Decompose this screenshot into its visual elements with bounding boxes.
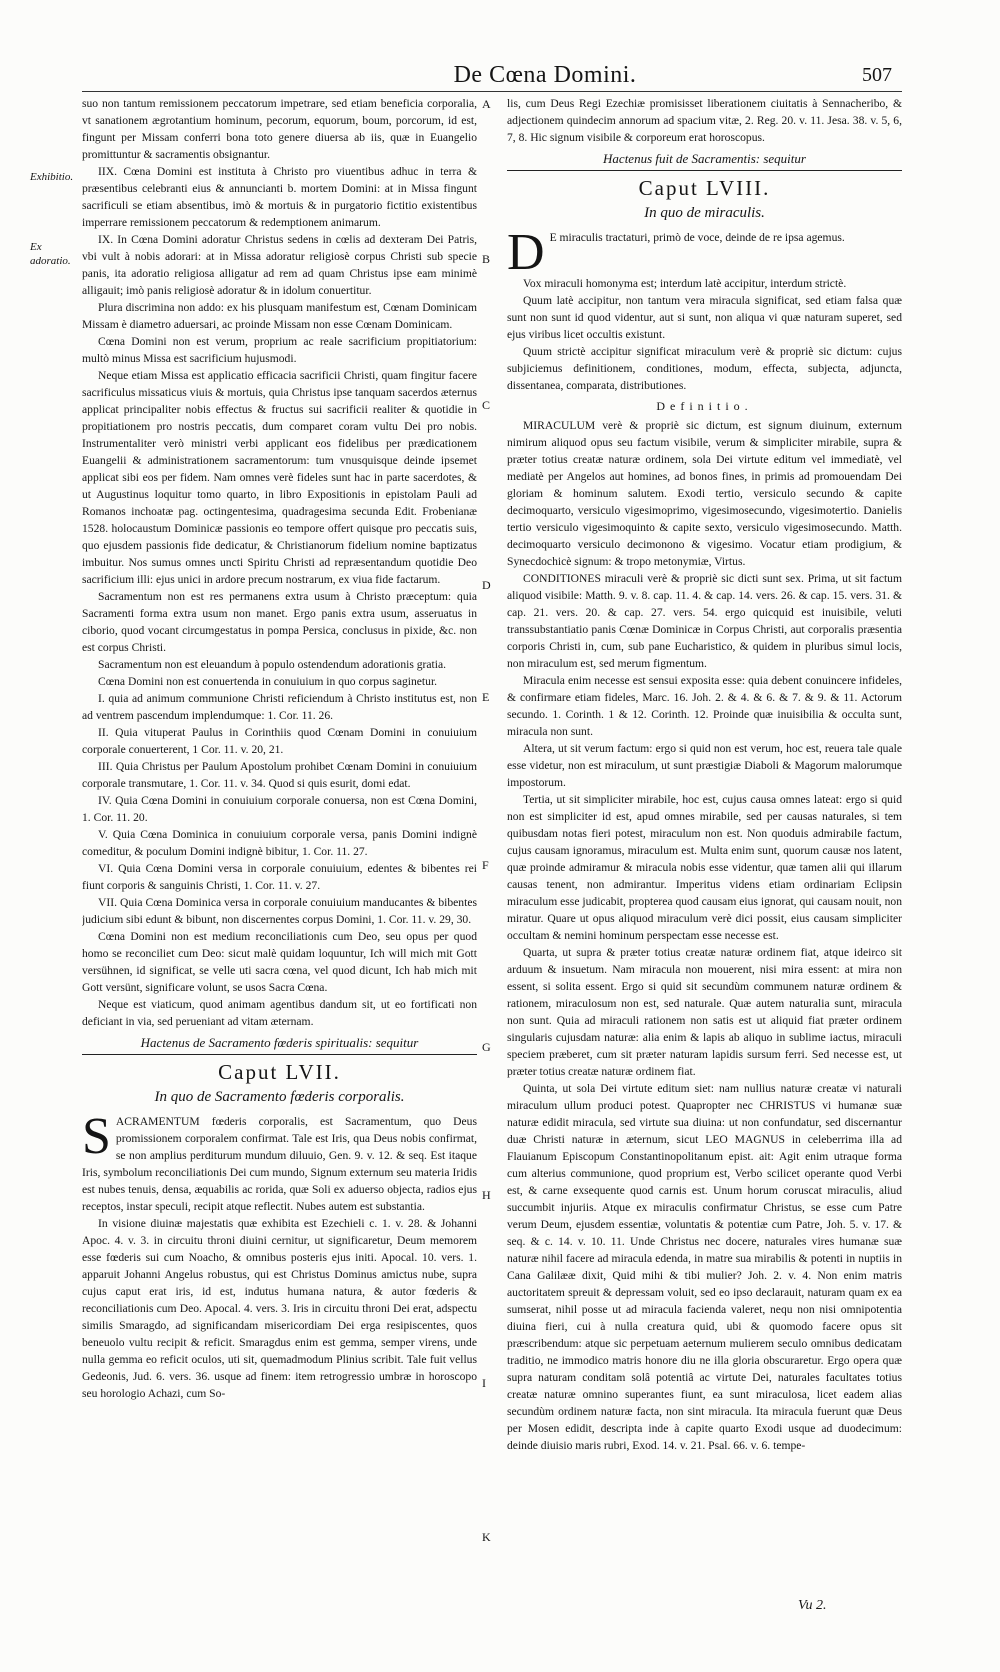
paragraph: VII. Quia Cœna Dominica versa in corporale conuiuium manducantes & bibentes judicium sibi edunt & bibunt, non discernentes corpus Domini, 1. Cor. 11. v. 29, 30. xyxy=(82,896,477,926)
paragraph: lis, cum Deus Regi Ezechiæ promisisset liberationem ciuitatis à Sennacheribo, & adjectionem quindecim annorum ad spacium vitæ, 2. Reg. 20. v. 11. Jesa. 38. v. 5, 6, 7, 8. Hic signum visibile & corporeum erat horoscopus. xyxy=(507,97,902,144)
margin-letter-e: E xyxy=(482,690,490,704)
signature-mark: Vu 2. xyxy=(798,1598,827,1613)
drop-cap: D xyxy=(507,224,545,281)
paragraph xyxy=(507,224,902,281)
paragraph: In visione diuinæ majestatis quæ exhibita est Ezechieli c. 1. v. 28. & Johanni Apoc. 4. v. 3. in circuitu throni diuini cernitur, ut significaretur, Deum memorem esse fœderis sui cum Noacho, & omnibus posteris ejus initi. Apocal. 10. vers. 1. apparuit Johanni Angelus robustus, qui est Christus Dominus amictus nube, supra cujus caput erat iris, id est, indutus humana natura, & autor fœderis & reconciliationis cum Deo. Apocal. 4. vers. 3. Iris in circuitu throni Dei erat, adspectu similis Smaragdo, ad significandam misericordiam Dei erga resipiscentes, quos beneuolo vultu recipit & reficit. Smaragdus enim est gemma, semper virens, unde nulla gemma eo reficit oculos, uti sit, quemadmodum Plinius scribit. Tale fuit vellus Gedeonis, Jud. 6. vers. 36. usque ad finem: item retrogressio umbræ in horoscopo seu horologio Achazi, cum So- xyxy=(82,1217,477,1400)
paragraph: Altera, ut sit verum factum: ergo si quid non est verum, hoc est, reuera tale quale esse videtur, non est miraculum, ut sunt præstigiæ Diaboli & Magorum malorumque impostorum. xyxy=(507,742,902,789)
paragraph: V. Quia Cœna Dominica in conuiuium corporale versa, panis Domini indignè comeditur, & poculum Domini indignè bibitur, 1. Cor. 11. 27. xyxy=(82,828,477,858)
margin-letter-c: C xyxy=(482,398,491,412)
paragraph: Cœna Domini non est verum, proprium ac reale sacrificium propitiatorium: multò minus Missa est sacrificium hujusmodi. xyxy=(82,335,477,365)
paragraph-text: E miraculis tractaturi, primò de voce, deinde de re ipsa agemus. xyxy=(549,231,845,244)
drop-cap: S xyxy=(82,1108,111,1165)
paragraph: Sacramentum non est res permanens extra usum à Christo præceptum: quia Sacramenti forma extra usum non manet. Ergo panis extra usum, asseruatus in ciborio, quod vocant circumgestatus in pompa Persica, conclusus in pixide, &c. non est corpus Christi. xyxy=(82,590,477,654)
header-rule xyxy=(82,91,902,92)
margin-letter-g: G xyxy=(482,1040,491,1054)
paragraph: II. Quia vituperat Paulus in Corinthiis quod Cœnam Domini in conuiuium corporale conuerterent, 1 Cor. 11. v. 20, 21. xyxy=(82,726,477,756)
paragraph: suo non tantum remissionem peccatorum impetrare, sed etiam beneficia corporalia, vt sanationem ægrotantium hominum, pecorum, equorum, boum, porcorum, id est, fingunt per Missam conferri bona toto genere diuersa ab iis, quæ in Euangelio promittuntur & sacramentis obsignantur. xyxy=(82,97,477,161)
section-transition: Hactenus de Sacramento fœderis spiritualis: sequitur xyxy=(140,1035,419,1050)
heading-rule xyxy=(82,1054,477,1055)
paragraph: Vox miraculi homonyma est; interdum latè accipitur, interdum strictè. xyxy=(523,277,847,290)
definitio-label: Definitio. xyxy=(656,399,753,413)
margin-letter-k: K xyxy=(482,1530,491,1544)
paragraph: Cœna Domini non est medium reconciliationis cum Deo, seu opus per quod homo se reconciliet cum Deo: sicut malè quidam loquuntur, Ich will mich mit Gott versühnen, id significat, se velle uti sacra cœna, vel quod dicunt, Ich hab mich mit Gott versünt, significare volunt, se usos Sacra Cœna. xyxy=(82,930,477,994)
margin-letter-a: A xyxy=(482,97,491,111)
margin-letter-h: H xyxy=(482,1188,491,1202)
chapter-subtitle: In quo de miraculis. xyxy=(644,205,765,221)
page-title: De Cœna Domini. xyxy=(453,62,637,88)
paragraph: Quarta, ut supra & præter totius creatæ naturæ ordinem fiat, atque ideirco sit arduum & insuetum. Nam miracula non mouerent, nisi mira essent: at mira non essent, si solita essent. Ergo si quid sit secundùm communem naturæ ordinem & rationem, miraculosum non est, sed naturale. Quæ autem naturalia sunt, miracula non sunt. Quia ad miraculi rationem non satis est ut aliquid fiat præter ordinem singularis cujusdam naturæ: alia enim & lapis ab aliquo in sublime iactus, miraculi speciem præberet, cum sit præter naturam lapidis sursum ferri. Sed necesse est, ut præter totius creatæ naturæ ordinem fiat. xyxy=(507,946,902,1078)
margin-note-adoratio: Ex adoratio. xyxy=(30,241,71,267)
paragraph: Quum latè accipitur, non tantum vera miracula significat, sed etiam falsa quæ sunt non sunt id quod videntur, aut si sunt, non aliqua vi quæ naturam superet, sed ejus viribus licet occultis existunt. xyxy=(507,294,902,341)
paragraph: VI. Quia Cœna Domini versa in corporale conuiuium, edentes & bibentes rei fiunt corporis & sanguinis Christi, 1. Cor. 11. v. 27. xyxy=(82,862,477,892)
paragraph: MIRACULUM verè & propriè sic dictum, est signum diuinum, externum nimirum aliquod opus seu factum visibile, verum & simpliciter mirabile, supra & præter totius creatæ naturæ ordinem, sola Dei virtute editum vel immediatè, vel mediatè per Angelos aut homines, ad bonos fines, in primis ad promouendam Dei gloriam & hominum salutem. Exodi tertio, versiculo secundo & capite decimoquarto, versiculo vigesimoprimo, vigesimosecundo, vigesimotertio. Danielis tertio versiculo vigesimoquinto & capite sexto, versiculo vigesimosecundo. Matth. decimoquarto versiculo decimonono & vigesimo. Vocatur etiam prodigium, & Synecdochicè signum: & tropo metonymiæ, Virtus. xyxy=(507,419,902,568)
paragraph: Plura discrimina non addo: ex his plusquam manifestum est, Cœnam Dominicam Missam è diametro aduersari, ac proinde Missam non esse Cœnam Dominicam. xyxy=(82,301,477,331)
paragraph: CONDITIONES miraculi verè & propriè sic dicti sunt sex. Prima, ut sit factum aliquod visibile: Matth. 9. v. 8. cap. 11. 4. & cap. 14. vers. 26. & cap. 15. vers. 31. & cap. 21. vers. 20. & cap. 27. vers. 54. ergo quicquid est inuisibile, veluti transsubstantiatio panis Cœnæ Dominicæ in Corpus Christi, aut corporalis præsentia corporis Christi in, cum, sub pane Eucharistico, & quidem in pluribus simul locis, non miraculum est, sed merum figmentum. xyxy=(507,572,902,670)
paragraph: Miracula enim necesse est sensui exposita esse: quia debent conuincere infideles, & confirmare etiam fideles, Marc. 16. Joh. 2. & 4. & 6. & 7. & 9. & 11. Actorum secundo. 1. Corinth. 1 & 12. Corinth. 12. Proinde quæ inuisibilia & occulta sunt, miracula non sunt. xyxy=(507,674,902,738)
right-column xyxy=(507,95,902,1595)
paragraph: I. quia ad animum communione Christi reficiendum à Christo institutus est, non ad ventrem pascendum implendumque: 1. Cor. 11. 26. xyxy=(82,692,477,722)
page-number: 507 xyxy=(862,64,892,86)
paragraph: Neque etiam Missa est applicatio efficacia sacrificii Christi, quam fingitur facere sacrificulus missaticus viuis & mortuis, quia Christus ipse tanquam sacerdos æternus applicat principaliter nobis effectus & fructus sui sacrificii realiter & quotidie in propitiationem pro nostris peccatis, dum comparet coram vultu Dei pro nobis. Instrumentaliter verò ministri verbi applicant eos fidelibus per prædicationem Euangelii & administrationem sacramentorum: tum vnusquisque deinde ipsemet applicat sibi eos per fidem. Nam omnes verè fideles sunt hac in parte sacerdotes, & ut Augustinus loquitur tomo quarto, in libro Expositionis in epistolam Pauli ad Romanos inchoatæ pag. octingentesima, quadragesima secunda Edit. Frobenianæ 1528. holocaustum Dominicæ passionis eo tempore offert quisque pro peccatis suis, quo ejusdem passionis fide dedicatur, & Christianorum fidelium nomine baptizatus imbuitur. Nos sumus omnes uncti Spiritu Christi ad repræsentandum quotidie Deo sacrificium illi: ejus unici in ardore precum nostrarum, ex viua fide factarum. xyxy=(82,369,477,586)
paragraph-text: ACRAMENTUM fœderis corporalis, est Sacramentum, quo Deus promissionem corporalem confirmat. Tale est Iris, qua Deus nobis confirmat, se non amplius perditurum mundum diluuio, Gen. 9. v. 12. & seq. Est itaque Iris, symbolum reconciliationis Dei cum mundo, Signum externum seu materia Iridis est nubes tenuis, densa, æquabilis ac rorida, quæ Soli ex aduerso objecta, radios ejus receptos, instar speculi, recipit atque reflectit. Nubes autem est substantia. xyxy=(82,1115,477,1213)
paragraph: IX. In Cœna Domini adoratur Christus sedens in cœlis ad dexteram Dei Patris, vbi vult à nobis adorari: at in Missa adoratur religiosè corpus Christi sub specie panis, ita adoratio religiosa alligatur ad rem ad quam Christus ipse eam minimè alligauit; imò panis religiosè adoratur & in idolum conuertitur. xyxy=(82,233,477,297)
paragraph: Sacramentum non est eleuandum à populo ostendendum adorationis gratia. xyxy=(98,658,447,671)
paragraph xyxy=(82,1108,477,1215)
section-transition: Hactenus fuit de Sacramentis: sequitur xyxy=(603,151,806,166)
chapter-heading: Caput LVIII. xyxy=(638,176,771,200)
margin-letter-f: F xyxy=(482,858,489,872)
paragraph: Neque est viaticum, quod animam agentibus dandum sit, ut eo fortificati non deficiant in via, sed perueniant ad vitam æternam. xyxy=(82,998,477,1028)
chapter-subtitle: In quo de Sacramento fœderis corporalis. xyxy=(154,1089,405,1105)
margin-note-exhibitio: Exhibitio. xyxy=(30,171,74,183)
margin-letter-d: D xyxy=(482,578,491,592)
margin-letter-b: B xyxy=(482,252,491,266)
paragraph: IIX. Cœna Domini est instituta à Christo pro viuentibus adhuc in terra & præsentibus celebranti eius & annuncianti b. mortem Domini: at in Missa fingunt sacrificuli se etiam absentibus, imò & mortuis & in purgatorio fictitio existentibus imperrare remissionem peccatorum & redemptionem animarum. xyxy=(82,165,477,229)
paragraph: Quinta, ut sola Dei virtute editum siet: nam nullius naturæ creatæ vi naturali miraculum ullum produci potest. Quapropter nec CHRISTUS vi humanæ suæ naturæ edidit miracula, sed virtute sua diuina: ut non confundatur, sed discernantur duæ Christi naturæ in æternum, sicut LEO MAGNUS in celeberrima illa ad Flauianum Episcopum Constantinopolitanum epist. ait: Agit enim utraque forma cum alterius communione, quod proprium est, Verbo scilicet operante quod Verbi est, & carne exsequente quod carnis est. Unum horum coruscat miraculis, aliud succumbit injuriis. Atque ex miraculis confirmatur Christus, se esse cum Patre verum Deum, ejusdem essentiæ, voluntatis & potentiæ cum Patre, Joh. 5. v. 17. & seq. & c. 14. v. 10. 11. Unde Christus nec docere, naturales vires humanæ suæ naturæ nihil facere ad miracula edenda, in matre sua mirabilis & potenti in nuptiis in Cana Galilææ dixit, Quid mihi & tibi mulier? Joh. 2. v. 4. Non enim matris auctoritatem spreuit & depressam voluit, sed eo ipso declarauit, naturam quam ex ea sumserat, nihil posse ut ad miracula facienda valeret, nequ non nisi omnipotentia diuina fieri, cui à nulla creatura quid, ubi & quomodo facere opus sit præscribendum: atque sic perpetuam aeternum mulierem seculo omnibus dedicatam traditio, ne immodico matris honore diu ne illa gloria obscuraretur. Ergo opera quæ supra naturam conditam solâ potentiâ ac virtute Dei, naturales facultates totius creatæ naturæ omnino superantes fiunt, ea sunt miraculosa, licet eadem alias secundùm ordinem naturæ facta, non sint miracula. Ita miracula fuerunt quæ Deus per Mosen edidit, descripta inde à capite quarto Exodi usque ad duodecimum: deinde diuisio maris rubri, Exod. 14. v. 21. Psal. 66. v. 6. tempe- xyxy=(507,1082,902,1452)
paragraph: IV. Quia Cœna Domini in conuiuium corporale conuersa, non est Cœna Domini, 1. Cor. 11. 20. xyxy=(82,794,477,824)
paragraph: Tertia, ut sit simpliciter mirabile, hoc est, cujus causa omnes lateat: ergo si quid non est simpliciter id est, apud omnes mirabile, sed per causas naturales, si tem quibusdam notas fieri potest, miraculum non est. Non quoduis admirabile factum, cujus causam ignoramus, miraculum est. Multa enim sunt, quorum causæ nos latent, quæ proinde admiramur & miracula nobis esse videntur, quæ tamen alii qui illarum causas tenent, non admirantur. Imperitus videns etiam ordinariam Eclipsin miraculum esse judicabit, propterea quod causam eius ignorat, qui causam nouit, non miratur. Quare ut opus aliquod miraculum verè dici possit, eius causam simpliciter occultam & nemini hominum perspectam esse necesse est. xyxy=(507,793,902,942)
margin-letter-i: I xyxy=(482,1376,486,1390)
paragraph: Cœna Domini non est conuertenda in conuiuium in quo corpus saginetur. xyxy=(98,675,438,688)
paragraph: Quum strictè accipitur significat miraculum verè & propriè sic dictum: cujus subjiciemus definitionem, conditiones, modum, effecta, subjecta, adjuncta, dissentanea, comparata, distributiones. xyxy=(507,345,902,392)
chapter-heading: Caput LVII. xyxy=(218,1060,341,1084)
heading-rule xyxy=(507,170,902,171)
paragraph: III. Quia Christus per Paulum Apostolum prohibet Cœnam Domini in conuiuium corporale transmutare, 1. Cor. 11. v. 34. Quod si quis esurit, domi edat. xyxy=(82,760,477,790)
left-column xyxy=(82,95,477,1595)
